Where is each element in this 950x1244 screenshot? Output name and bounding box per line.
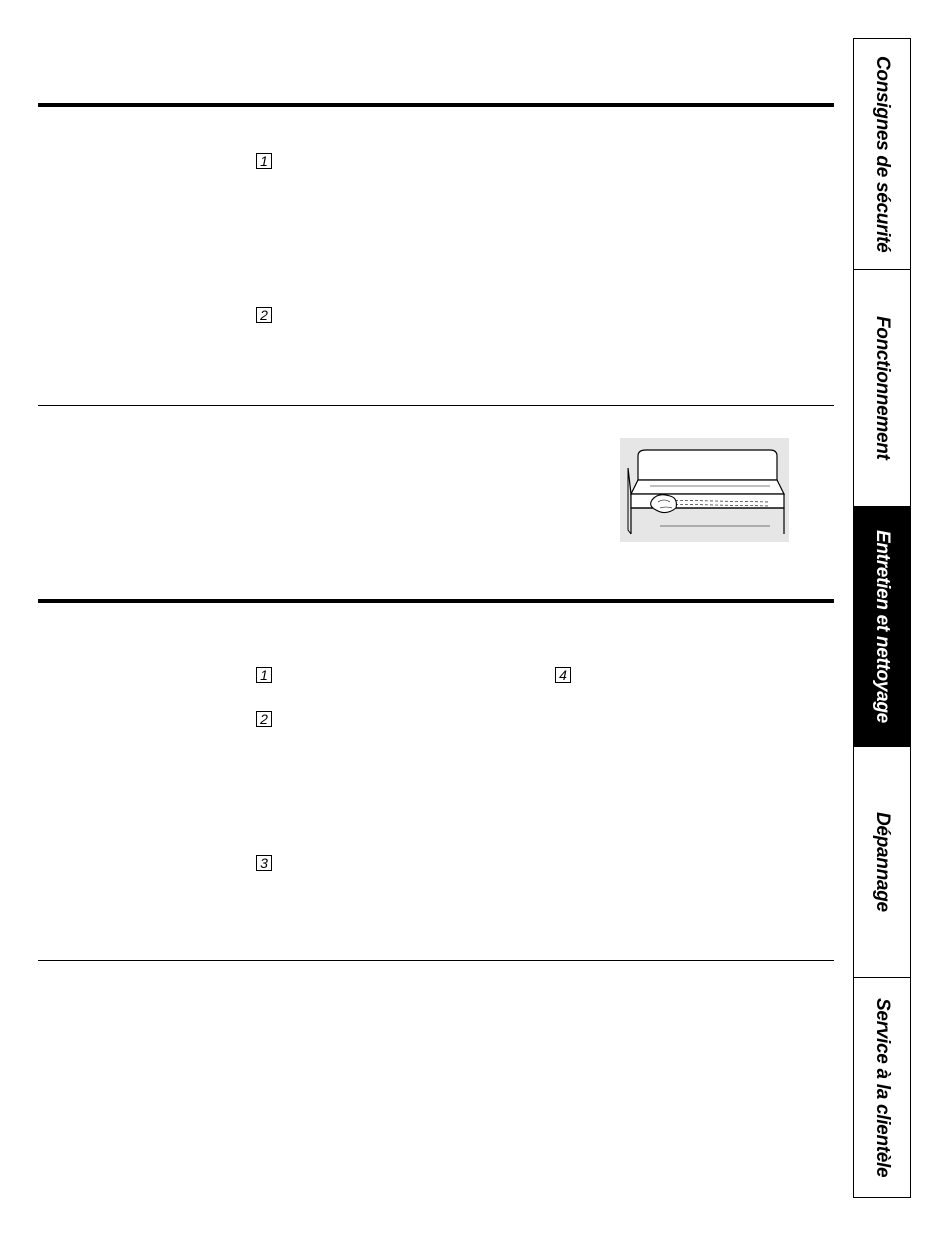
step-marker-2: 2 [256,307,272,323]
tab-label: Consignes de sécurité [872,55,893,253]
section-rule-4 [38,960,834,961]
tab-label: Dépannage [872,812,893,912]
section-tab-bar [853,38,911,1198]
tab-label: Fonctionnement [872,316,893,460]
step-marker-3: 3 [256,855,272,871]
step-marker-2: 2 [256,711,272,727]
step-marker-4: 4 [555,667,571,683]
step-marker-1: 1 [256,667,272,683]
tab-entretien-et-nettoyage[interactable] [854,507,910,747]
section-rule-2 [38,405,834,406]
section-rule-3 [38,599,834,603]
tab-service-a-la-clientele[interactable] [854,978,910,1197]
tab-label: Service à la clientèle [872,997,893,1178]
tab-consignes-de-securite[interactable] [854,39,910,270]
range-cooktop-wipe-illustration [620,438,789,542]
section-rule-1 [38,103,834,107]
tab-depannage[interactable] [854,747,910,978]
step-marker-1: 1 [256,153,272,169]
tab-label: Entretien et nettoyage [872,530,893,723]
tab-fonctionnement[interactable] [854,270,910,507]
